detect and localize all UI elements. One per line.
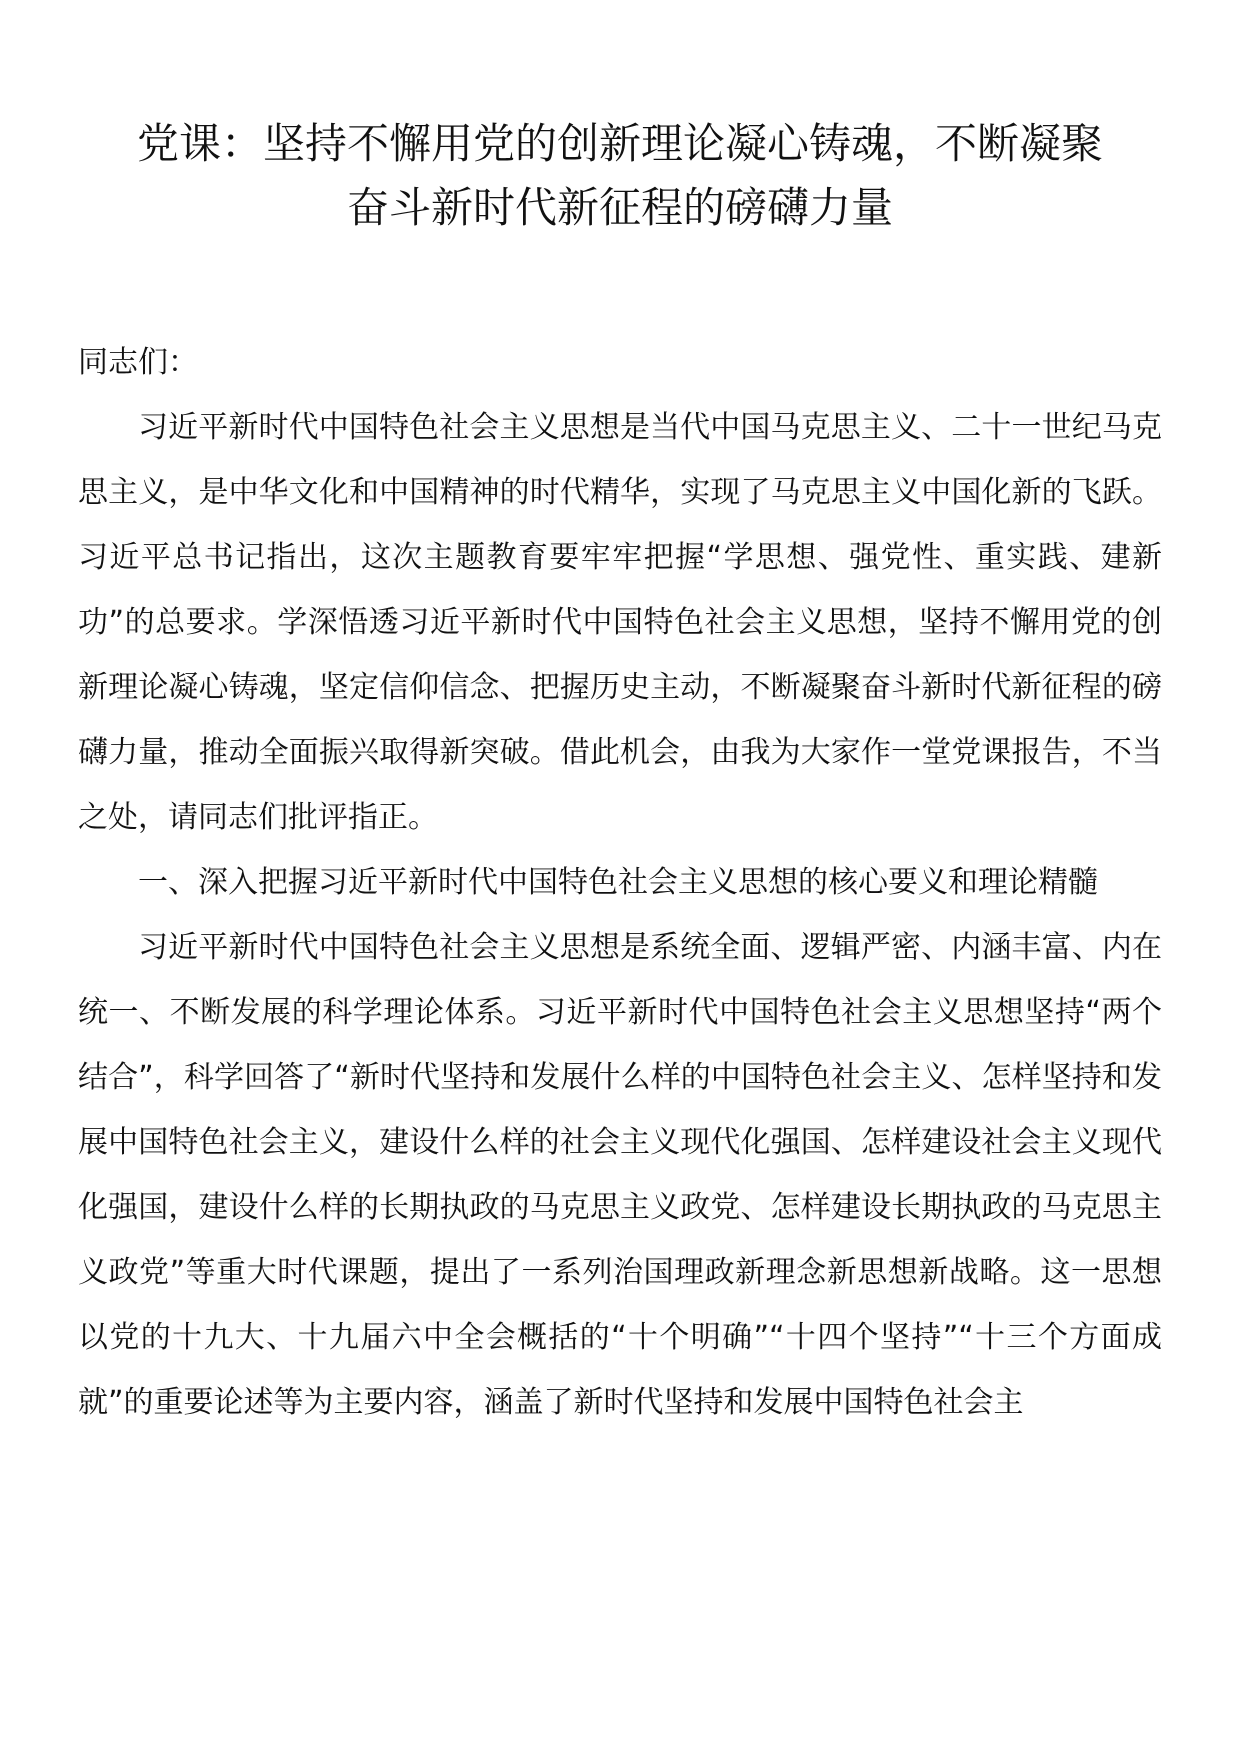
paragraph-section-1: 习近平新时代中国特色社会主义思想是系统全面、逻辑严密、内涵丰富、内在统一、不断发展的科学理论体系。习近平新时代中国特色社会主义思想坚持“两个结合”，科学回答了“新时代坚持和发展什么样的中国特色社会主义、怎样坚持和发展中国特色社会主义，建设什么样的社会主义现代化强国、怎样建设社会主义现代化强国，建设什么样的长期执政的马克思主义政党、怎样建设长期执政的马克思主义政党”等重大时代课题，提出了一系列治国理政新理念新思想新战略。这一思想以党的十九大、十九届六中全会概括的“十个明确”“十四个坚持”“十三个方面成就”的重要论述等为主要内容，涵盖了新时代坚持和发展中国特色社会主 xyxy=(78,930,1162,1420)
section-heading-1: 一、深入把握习近平新时代中国特色社会主义思想的核心要义和理论精髓 xyxy=(138,865,1098,900)
salutation: 同志们： xyxy=(78,345,198,380)
title-line-1: 党课：坚持不懈用党的创新理论凝心铸魂，不断凝聚 xyxy=(136,119,1103,168)
title-line-2: 奋斗新时代新征程的磅礴力量 xyxy=(346,183,893,232)
paragraph-intro: 习近平新时代中国特色社会主义思想是当代中国马克思主义、二十一世纪马克思主义，是中华文化和中国精神的时代精华，实现了马克思主义中国化新的飞跃。习近平总书记指出，这次主题教育要牢牢把握“学思想、强党性、重实践、建新功”的总要求。学深悟透习近平新时代中国特色社会主义思想，坚持不懈用党的创新理论凝心铸魂，坚定信仰信念、把握历史主动，不断凝聚奋斗新时代新征程的磅礴力量，推动全面振兴取得新突破。借此机会，由我为大家作一堂党课报告，不当之处，请同志们批评指正。 xyxy=(78,410,1162,835)
document-title xyxy=(78,112,1162,240)
